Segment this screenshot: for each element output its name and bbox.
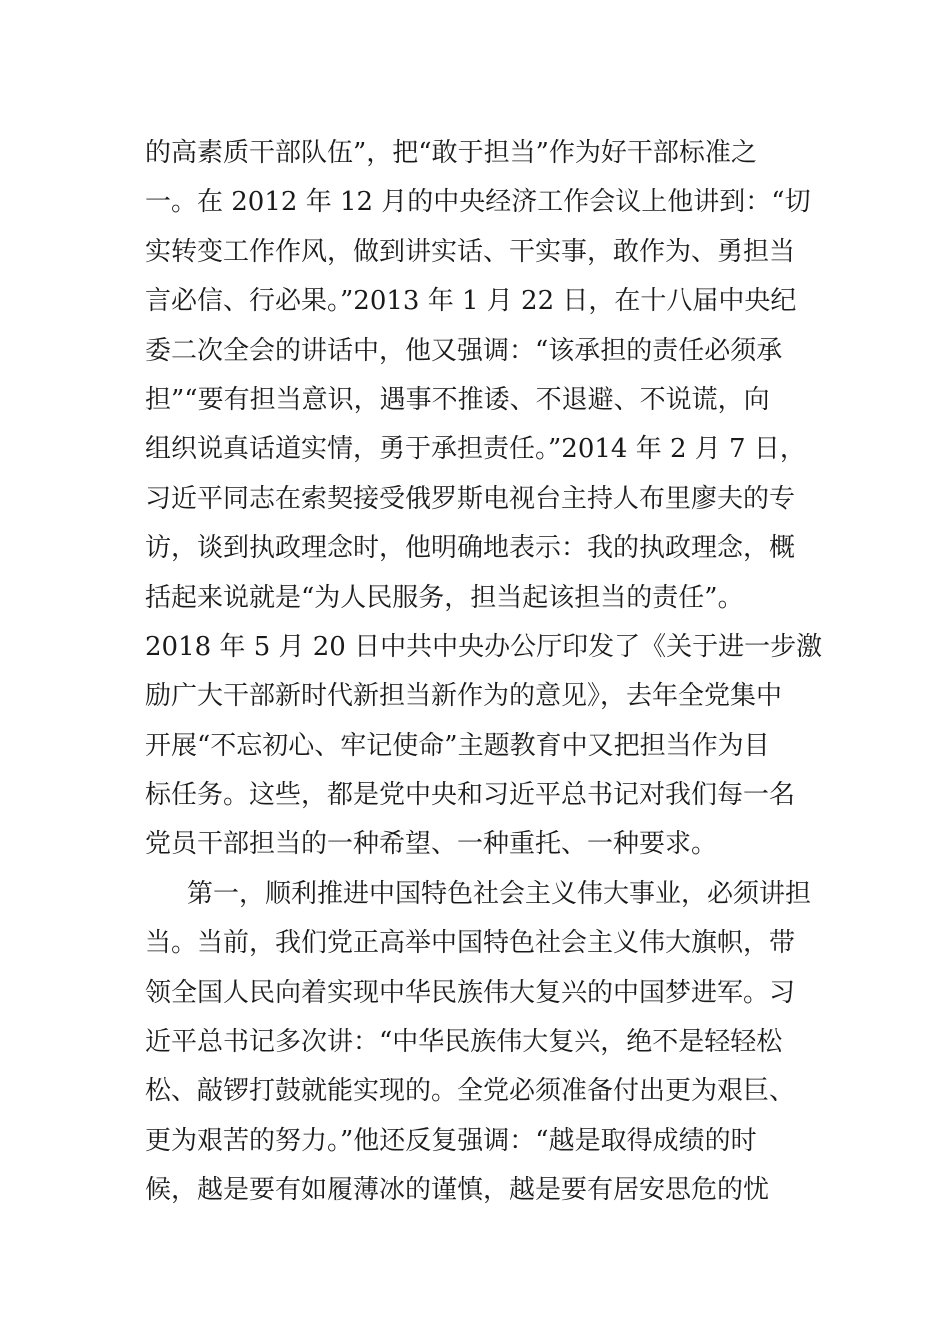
text-line: 励广大干部新时代新担当新作为的意见》，去年全党集中 bbox=[145, 681, 783, 712]
text-line: 一。在 2012 年 12 月的中央经济工作会议上他讲到：“切 bbox=[145, 187, 811, 218]
text-line: 言必信、行必果。”2013 年 1 月 22 日，在十八届中央纪 bbox=[145, 286, 797, 317]
text-line: 开展“不忘初心、牢记使命”主题教育中又把担当作为目 bbox=[145, 730, 770, 761]
text-line: 2018 年 5 月 20 日中共中央办公厅印发了《关于进一步激 bbox=[145, 631, 823, 662]
body-text bbox=[145, 129, 823, 1216]
paragraph-first-line: 第一，顺利推进中国特色社会主义伟大事业，必须讲担 bbox=[187, 878, 812, 909]
text-line: 的高素质干部队伍”，把“敢于担当”作为好干部标准之 bbox=[145, 138, 757, 168]
text-line: 委二次全会的讲话中，他又强调：“该承担的责任必须承 bbox=[145, 335, 783, 366]
text-line: 实转变工作作风，做到讲实话、干实事，敢作为、勇担当 bbox=[145, 236, 796, 267]
text-line: 领全国人民向着实现中华民族伟大复兴的中国梦进军。习 bbox=[145, 977, 796, 1008]
text-line: 更为艰苦的努力。”他还反复强调：“越是取得成绩的时 bbox=[145, 1125, 757, 1156]
text-line: 松、敲锣打鼓就能实现的。全党必须准备付出更为艰巨、 bbox=[145, 1076, 796, 1107]
text-line: 担”“要有担当意识，遇事不推诿、不退避、不说谎，向 bbox=[145, 384, 770, 415]
text-line: 习近平同志在索契接受俄罗斯电视台主持人布里廖夫的专 bbox=[145, 483, 796, 514]
text-line: 组织说真话道实情，勇于承担责任。”2014 年 2 月 7 日， bbox=[145, 434, 806, 465]
text-line: 括起来说就是“为人民服务，担当起该担当的责任”。 bbox=[145, 582, 744, 613]
text-line: 访，谈到执政理念时，他明确地表示：我的执政理念，概 bbox=[145, 533, 796, 564]
text-line: 候，越是要有如履薄冰的谨慎，越是要有居安思危的忧 bbox=[145, 1175, 770, 1206]
text-line: 党员干部担当的一种希望、一种重托、一种要求。 bbox=[145, 829, 718, 860]
text-line: 标任务。这些，都是党中央和习近平总书记对我们每一名 bbox=[145, 780, 796, 811]
text-line: 当。当前，我们党正高举中国特色社会主义伟大旗帜，带 bbox=[145, 928, 796, 959]
text-line: 近平总书记多次讲：“中华民族伟大复兴，绝不是轻轻松 bbox=[145, 1027, 783, 1058]
